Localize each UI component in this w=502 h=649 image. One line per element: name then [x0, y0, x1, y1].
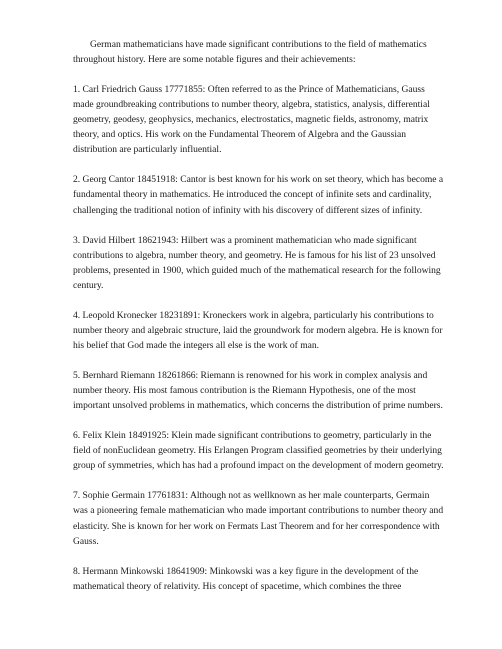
item-minkowski: 8. Hermann Minkowski 18641909: Minkowski was a key figure in the development of the mathematical theory of relativity. His concept of spacetime, which combines the three	[73, 565, 419, 592]
document-body	[73, 37, 445, 609]
item-germain: 7. Sophie Germain 17761831: Although not as wellknown as her male counterparts, Germain was a pioneering female mathematician who made important contributions to number theory and elasticity. She is known for her work on Fermats Last Theorem and for her correspondence with Gauss.	[73, 490, 444, 547]
item-kronecker: 4. Leopold Kronecker 18231891: Kroneckers work in algebra, particularly his contributions to number theory and algebraic structure, laid the groundwork for modern algebra. He is known for his belief that God made the integers all else is the work of man.	[73, 309, 443, 351]
item-klein: 6. Felix Klein 18491925: Klein made significant contributions to geometry, particularly in the field of nonEuclidean geometry. His Erlangen Program classified geometries by their underlying group of symmetries, which has had a profound impact on the development of modern geometry.	[73, 430, 444, 472]
intro-paragraph: German mathematicians have made significant contributions to the field of mathematics throughout history. Here are some notable figures and their achievements:	[73, 39, 427, 66]
item-hilbert: 3. David Hilbert 18621943: Hilbert was a prominent mathematician who made significant contributions to algebra, number theory, and geometry. He is famous for his list of 23 unsolved problems, presented in 1900, which guided much of the mathematical research for the following century.	[73, 234, 441, 291]
item-gauss: 1. Carl Friedrich Gauss 17771855: Often referred to as the Prince of Mathematicians, Gauss made groundbreaking contributions to number theory, algebra, statistics, analysis, differential geometry, geodesy, geophysics, mechanics, electrostatics, magnetic fields, astronomy, matrix theory, and optics. His work on the Fundamental Theorem of Algebra and the Gaussian distribution are particularly influential.	[73, 84, 430, 156]
item-riemann: 5. Bernhard Riemann 18261866: Riemann is renowned for his work in complex analysis and number theory. His most famous contribution is the Riemann Hypothesis, one of the most important unsolved problems in mathematics, which concerns the distribution of prime numbers.	[73, 370, 443, 412]
item-cantor: 2. Georg Cantor 18451918: Cantor is best known for his work on set theory, which has become a fundamental theory in mathematics. He introduced the concept of infinite sets and cardinality, challenging the traditional notion of infinity with his discovery of different sizes of infinity.	[73, 174, 444, 216]
